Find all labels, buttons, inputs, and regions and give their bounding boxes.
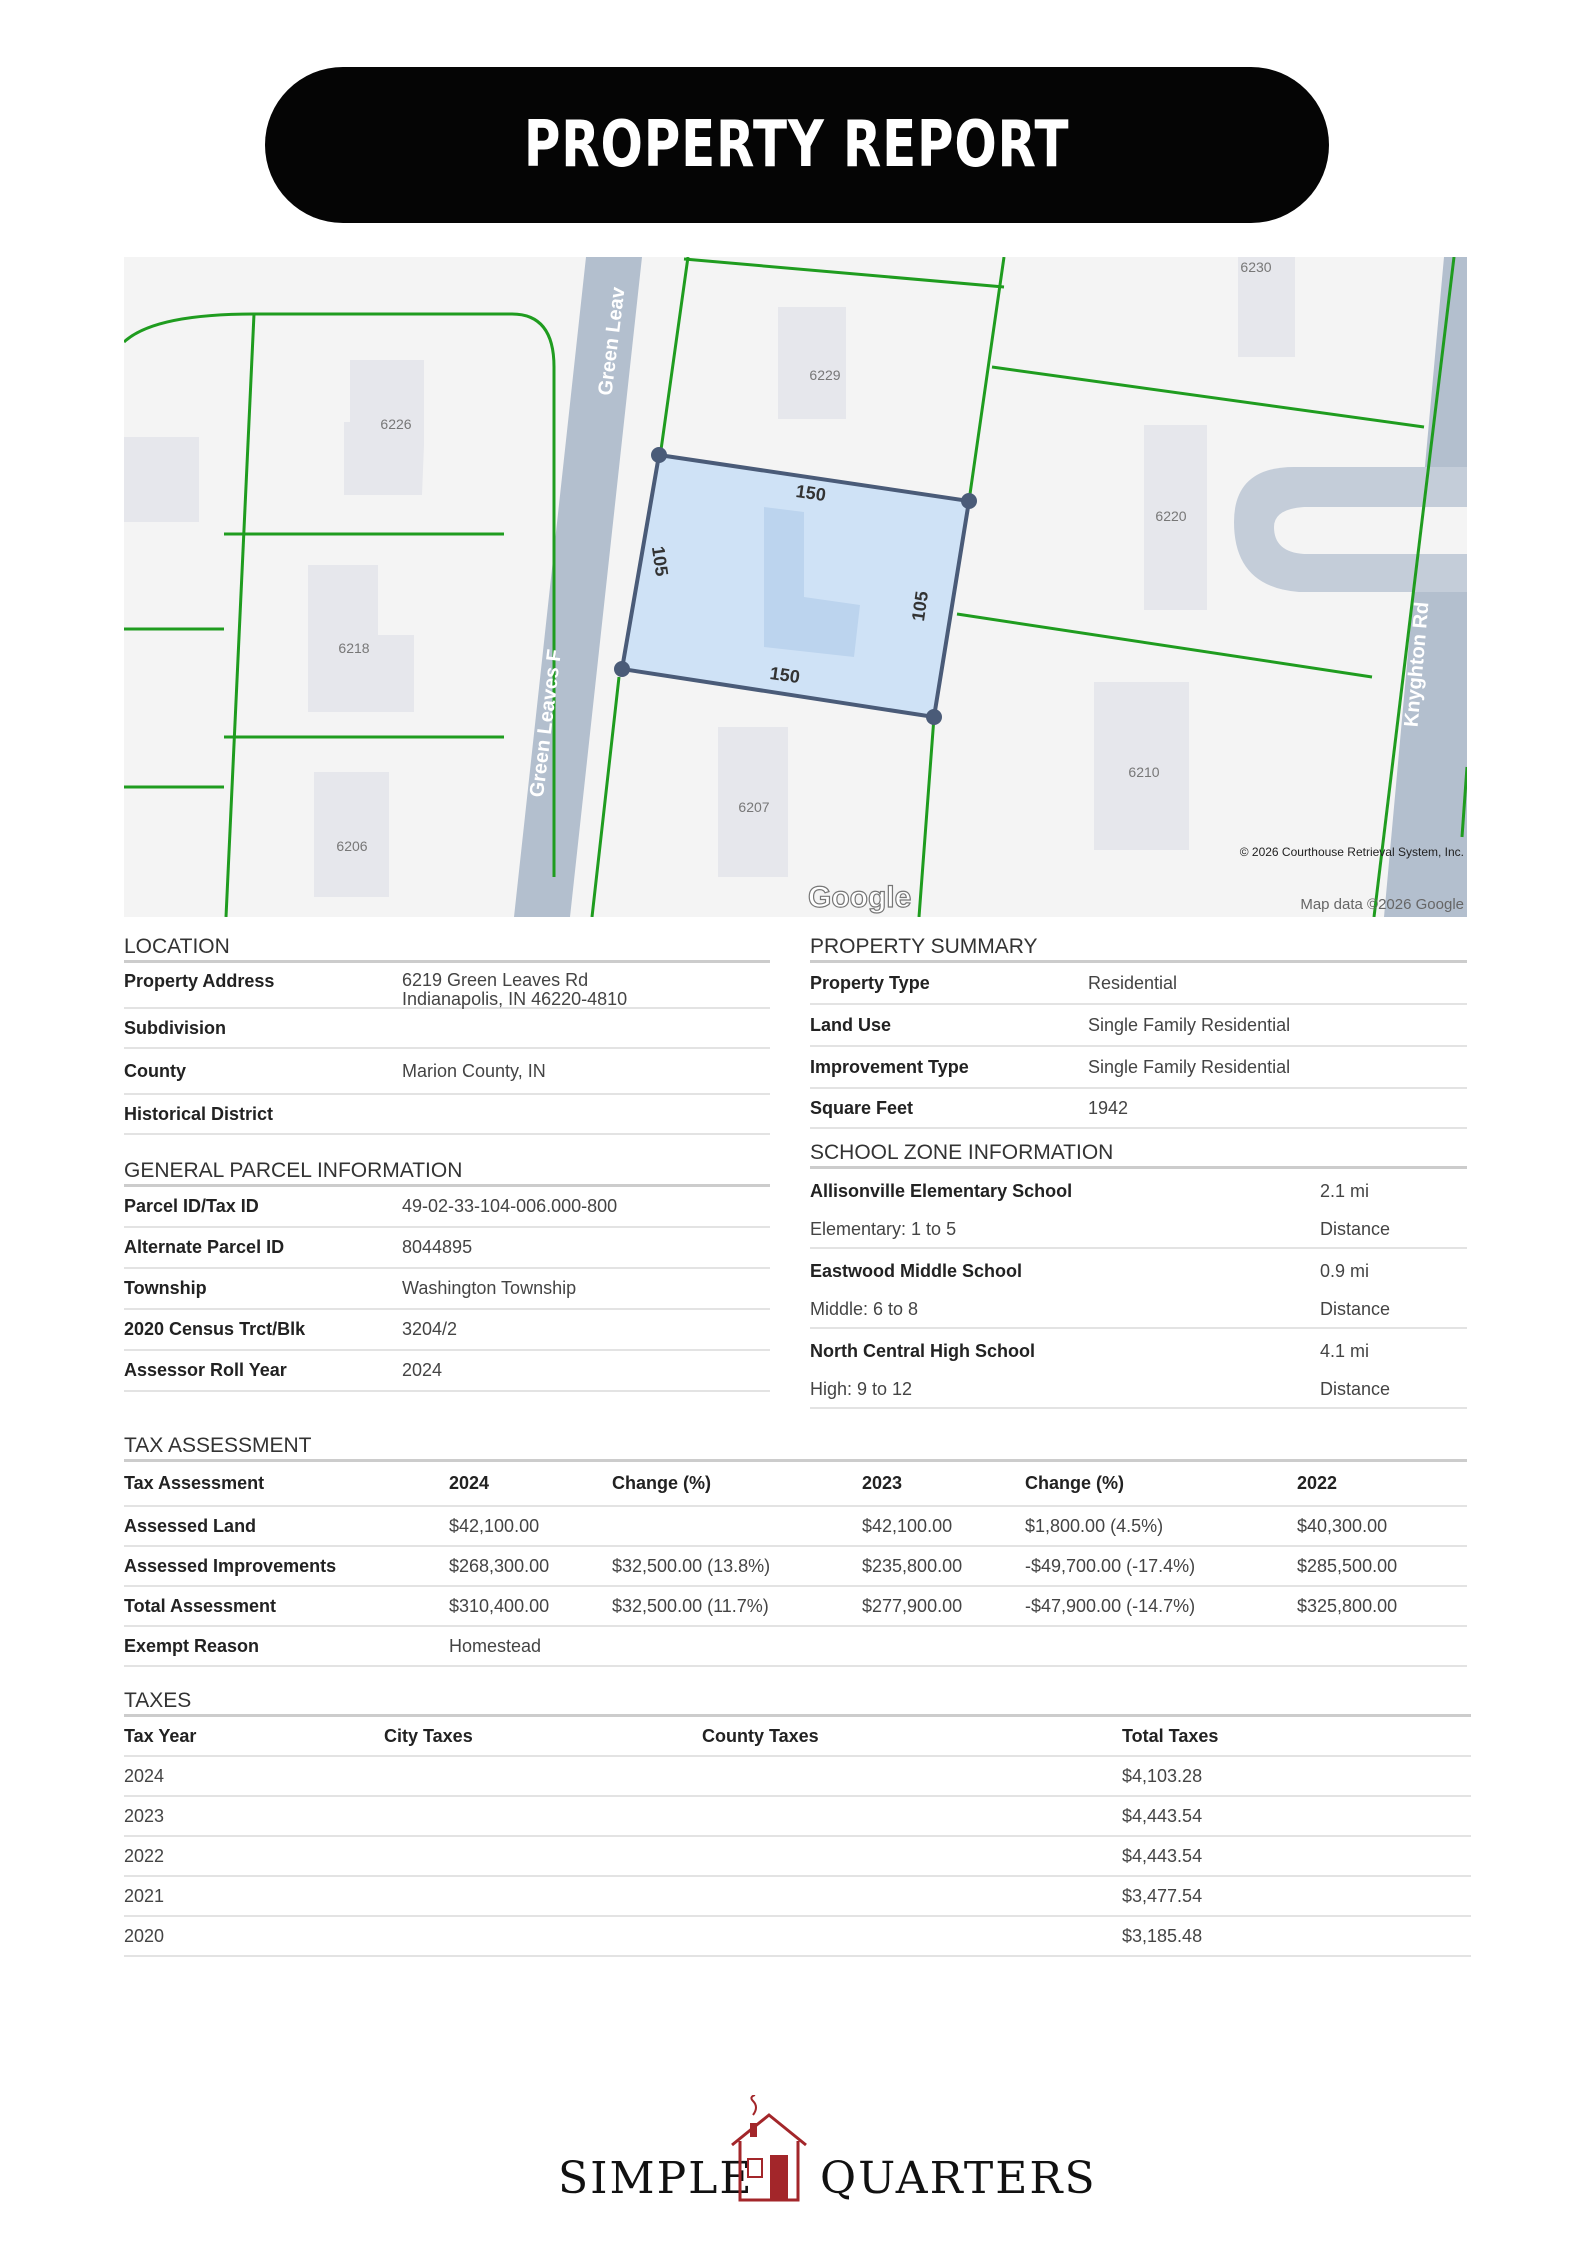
taxes-section <box>124 1688 1471 1957</box>
school-distance: 0.9 mi <box>1320 1261 1370 1281</box>
vertex <box>651 447 667 463</box>
summary-label: Property Type <box>810 972 930 993</box>
school-item <box>810 1249 1467 1329</box>
table-cell <box>384 1876 702 1916</box>
table-cell: 2021 <box>124 1876 384 1916</box>
logo-text-left: SIMPLE <box>558 2153 754 2204</box>
table-cell: $285,500.00 <box>1297 1546 1467 1586</box>
table-cell <box>384 1916 702 1956</box>
table-row <box>124 1796 1471 1836</box>
location-row <box>124 1095 770 1135</box>
summary-label: Land Use <box>810 1014 892 1035</box>
tax-assessment-section <box>124 1433 1467 1667</box>
summary-title: PROPERTY SUMMARY <box>810 934 1467 963</box>
location-label: Historical District <box>124 1103 274 1124</box>
location-label: County <box>124 1060 186 1081</box>
column-header: Tax Assessment <box>124 1462 449 1506</box>
table-cell: 2023 <box>124 1796 384 1836</box>
table-row <box>124 1506 1467 1546</box>
table-header-row <box>124 1462 1467 1506</box>
table-cell: $268,300.00 <box>449 1546 612 1586</box>
table-cell <box>862 1626 1025 1666</box>
summary-row <box>810 1089 1467 1129</box>
table-cell: $310,400.00 <box>449 1586 612 1626</box>
map-data-credit: Map data ©2026 Google <box>1300 896 1464 913</box>
parcel-label: 6220 <box>1155 508 1187 524</box>
school-distance-label: Distance <box>1320 1299 1391 1319</box>
taxes-title: TAXES <box>124 1688 1471 1717</box>
table-cell: $40,300.00 <box>1297 1506 1467 1546</box>
table-cell <box>612 1506 862 1546</box>
parcel-value: 3204/2 <box>402 1319 458 1339</box>
street-label-green-leaves-top: Green Leav <box>594 285 630 397</box>
dimension-top: 150 <box>794 481 828 506</box>
table-cell <box>1025 1626 1297 1666</box>
summary-value: Single Family Residential <box>1088 1056 1291 1077</box>
summary-row <box>810 1047 1467 1089</box>
dimension-left: 105 <box>647 544 672 578</box>
parcel-label: Township <box>124 1278 207 1298</box>
table-cell <box>702 1796 1122 1836</box>
table-cell <box>612 1626 862 1666</box>
table-cell <box>384 1796 702 1836</box>
report-title-banner <box>265 67 1329 223</box>
street-label-green-leaves-bottom: Green Leaves F <box>526 647 567 799</box>
column-header: 2023 <box>862 1462 1025 1506</box>
school-section <box>810 1140 1467 1409</box>
table-cell <box>702 1836 1122 1876</box>
tax-assessment-table <box>124 1462 1467 1667</box>
table-cell: $42,100.00 <box>862 1506 1025 1546</box>
parcel-label: 6206 <box>336 838 368 854</box>
school-distance: 4.1 mi <box>1320 1341 1370 1361</box>
table-row <box>124 1916 1471 1956</box>
parcel-label: 2020 Census Trct/Blk <box>124 1319 306 1339</box>
summary-row <box>810 963 1467 1005</box>
report-title: PROPERTY REPORT <box>524 108 1070 182</box>
table-cell: $4,443.54 <box>1122 1796 1471 1836</box>
table-cell <box>384 1756 702 1796</box>
column-header: Change (%) <box>1025 1462 1297 1506</box>
house-icon <box>724 2095 814 2205</box>
table-cell <box>702 1756 1122 1796</box>
table-row <box>124 1756 1471 1796</box>
parcel-label: 6210 <box>1128 764 1160 780</box>
school-item <box>810 1329 1467 1409</box>
parcel-title: GENERAL PARCEL INFORMATION <box>124 1158 770 1187</box>
parcel-row <box>124 1310 770 1351</box>
table-cell: $4,103.28 <box>1122 1756 1471 1796</box>
taxes-table <box>124 1717 1471 1957</box>
parcel-label: 6207 <box>738 799 770 815</box>
vertex <box>926 709 942 725</box>
school-distance: 2.1 mi <box>1320 1181 1370 1201</box>
dimension-bottom: 150 <box>768 663 802 688</box>
parcel-row <box>124 1228 770 1269</box>
table-row <box>124 1586 1467 1626</box>
school-grades: High: 9 to 12 <box>810 1379 913 1399</box>
column-header: County Taxes <box>702 1717 1122 1756</box>
school-grades: Elementary: 1 to 5 <box>810 1219 957 1239</box>
school-name: Eastwood Middle School <box>810 1261 1023 1281</box>
summary-label: Square Feet <box>810 1097 914 1118</box>
google-logo: Google <box>808 881 912 914</box>
parcel-label: 6226 <box>380 416 412 432</box>
table-cell: $32,500.00 (13.8%) <box>612 1546 862 1586</box>
school-distance-label: Distance <box>1320 1379 1391 1399</box>
column-header: 2024 <box>449 1462 612 1506</box>
column-header: Total Taxes <box>1122 1717 1471 1756</box>
parcel-row <box>124 1269 770 1310</box>
table-cell: 2024 <box>124 1756 384 1796</box>
summary-section <box>810 934 1467 1129</box>
table-header-row <box>124 1717 1471 1756</box>
school-grades: Middle: 6 to 8 <box>810 1299 919 1319</box>
table-cell <box>702 1916 1122 1956</box>
location-row <box>124 1049 770 1095</box>
simple-quarters-logo <box>558 2095 1097 2205</box>
address-line-1: 6219 Green Leaves Rd <box>402 970 589 990</box>
location-row <box>124 963 770 1009</box>
table-row <box>124 1876 1471 1916</box>
tax-assessment-title: TAX ASSESSMENT <box>124 1433 1467 1462</box>
summary-value: Residential <box>1088 972 1178 993</box>
school-item <box>810 1169 1467 1249</box>
table-cell: $325,800.00 <box>1297 1586 1467 1626</box>
parcel-label: Assessor Roll Year <box>124 1360 287 1380</box>
table-row <box>124 1836 1471 1876</box>
parcel-label: Parcel ID/Tax ID <box>124 1196 259 1216</box>
cul-de-sac-island <box>1274 507 1467 554</box>
table-cell: $277,900.00 <box>862 1586 1025 1626</box>
table-cell: 2020 <box>124 1916 384 1956</box>
table-cell: $3,477.54 <box>1122 1876 1471 1916</box>
table-cell: $3,185.48 <box>1122 1916 1471 1956</box>
parcel-label: 6230 <box>1240 259 1272 275</box>
table-cell: $235,800.00 <box>862 1546 1025 1586</box>
column-header: Change (%) <box>612 1462 862 1506</box>
parcel-label: 6229 <box>809 367 841 383</box>
table-cell <box>702 1876 1122 1916</box>
location-label: Property Address <box>124 971 275 991</box>
summary-row <box>810 1005 1467 1047</box>
street-label-knyghton: Knyghton Rd <box>1400 600 1434 728</box>
address-line-2: Indianapolis, IN 46220-4810 <box>402 989 628 1009</box>
table-cell: $4,443.54 <box>1122 1836 1471 1876</box>
map-credit: © 2026 Courthouse Retrieval System, Inc. <box>1239 845 1464 859</box>
table-cell <box>384 1836 702 1876</box>
column-header: Tax Year <box>124 1717 384 1756</box>
location-title: LOCATION <box>124 934 770 963</box>
table-cell: Exempt Reason <box>124 1626 449 1666</box>
summary-label: Improvement Type <box>810 1056 969 1077</box>
parcel-row <box>124 1187 770 1228</box>
table-cell: $1,800.00 (4.5%) <box>1025 1506 1297 1546</box>
summary-value: Single Family Residential <box>1088 1014 1291 1035</box>
school-title: SCHOOL ZONE INFORMATION <box>810 1140 1467 1169</box>
table-cell: Total Assessment <box>124 1586 449 1626</box>
location-value <box>402 971 627 1009</box>
dimension-right: 105 <box>908 589 933 623</box>
summary-value: 1942 <box>1088 1097 1129 1118</box>
building-6229 <box>778 307 846 419</box>
school-distance-label: Distance <box>1320 1219 1391 1239</box>
location-row <box>124 1009 770 1049</box>
parcel-map[interactable] <box>124 257 1467 917</box>
vertex <box>961 493 977 509</box>
table-cell: $32,500.00 (11.7%) <box>612 1586 862 1626</box>
vertex <box>614 661 630 677</box>
parcel-label: Alternate Parcel ID <box>124 1237 285 1257</box>
school-name: Allisonville Elementary School <box>810 1181 1073 1201</box>
table-cell: -$49,700.00 (-17.4%) <box>1025 1546 1297 1586</box>
parcel-value: Washington Township <box>402 1278 577 1298</box>
parcel-value: 2024 <box>402 1360 443 1380</box>
parcel-label: 6218 <box>338 640 370 656</box>
location-label: Subdivision <box>124 1017 227 1038</box>
table-cell: $42,100.00 <box>449 1506 612 1546</box>
table-cell: Homestead <box>449 1626 612 1666</box>
parcel-value: 8044895 <box>402 1237 473 1257</box>
table-cell: -$47,900.00 (-14.7%) <box>1025 1586 1297 1626</box>
building-edge <box>124 437 199 522</box>
table-cell: Assessed Land <box>124 1506 449 1546</box>
school-name: North Central High School <box>810 1341 1035 1361</box>
parcel-value: 49-02-33-104-006.000-800 <box>402 1196 618 1216</box>
table-row <box>124 1546 1467 1586</box>
table-cell: 2022 <box>124 1836 384 1876</box>
location-section <box>124 934 770 1135</box>
location-value: Marion County, IN <box>402 1060 546 1081</box>
column-header: City Taxes <box>384 1717 702 1756</box>
column-header: 2022 <box>1297 1462 1467 1506</box>
map-canvas <box>124 257 1467 917</box>
parcel-row <box>124 1351 770 1392</box>
parcel-section <box>124 1158 770 1392</box>
logo-text-right: QUARTERS <box>820 2153 1097 2204</box>
table-cell: Assessed Improvements <box>124 1546 449 1586</box>
table-row <box>124 1626 1467 1666</box>
building-6206 <box>314 772 389 897</box>
table-cell <box>1297 1626 1467 1666</box>
